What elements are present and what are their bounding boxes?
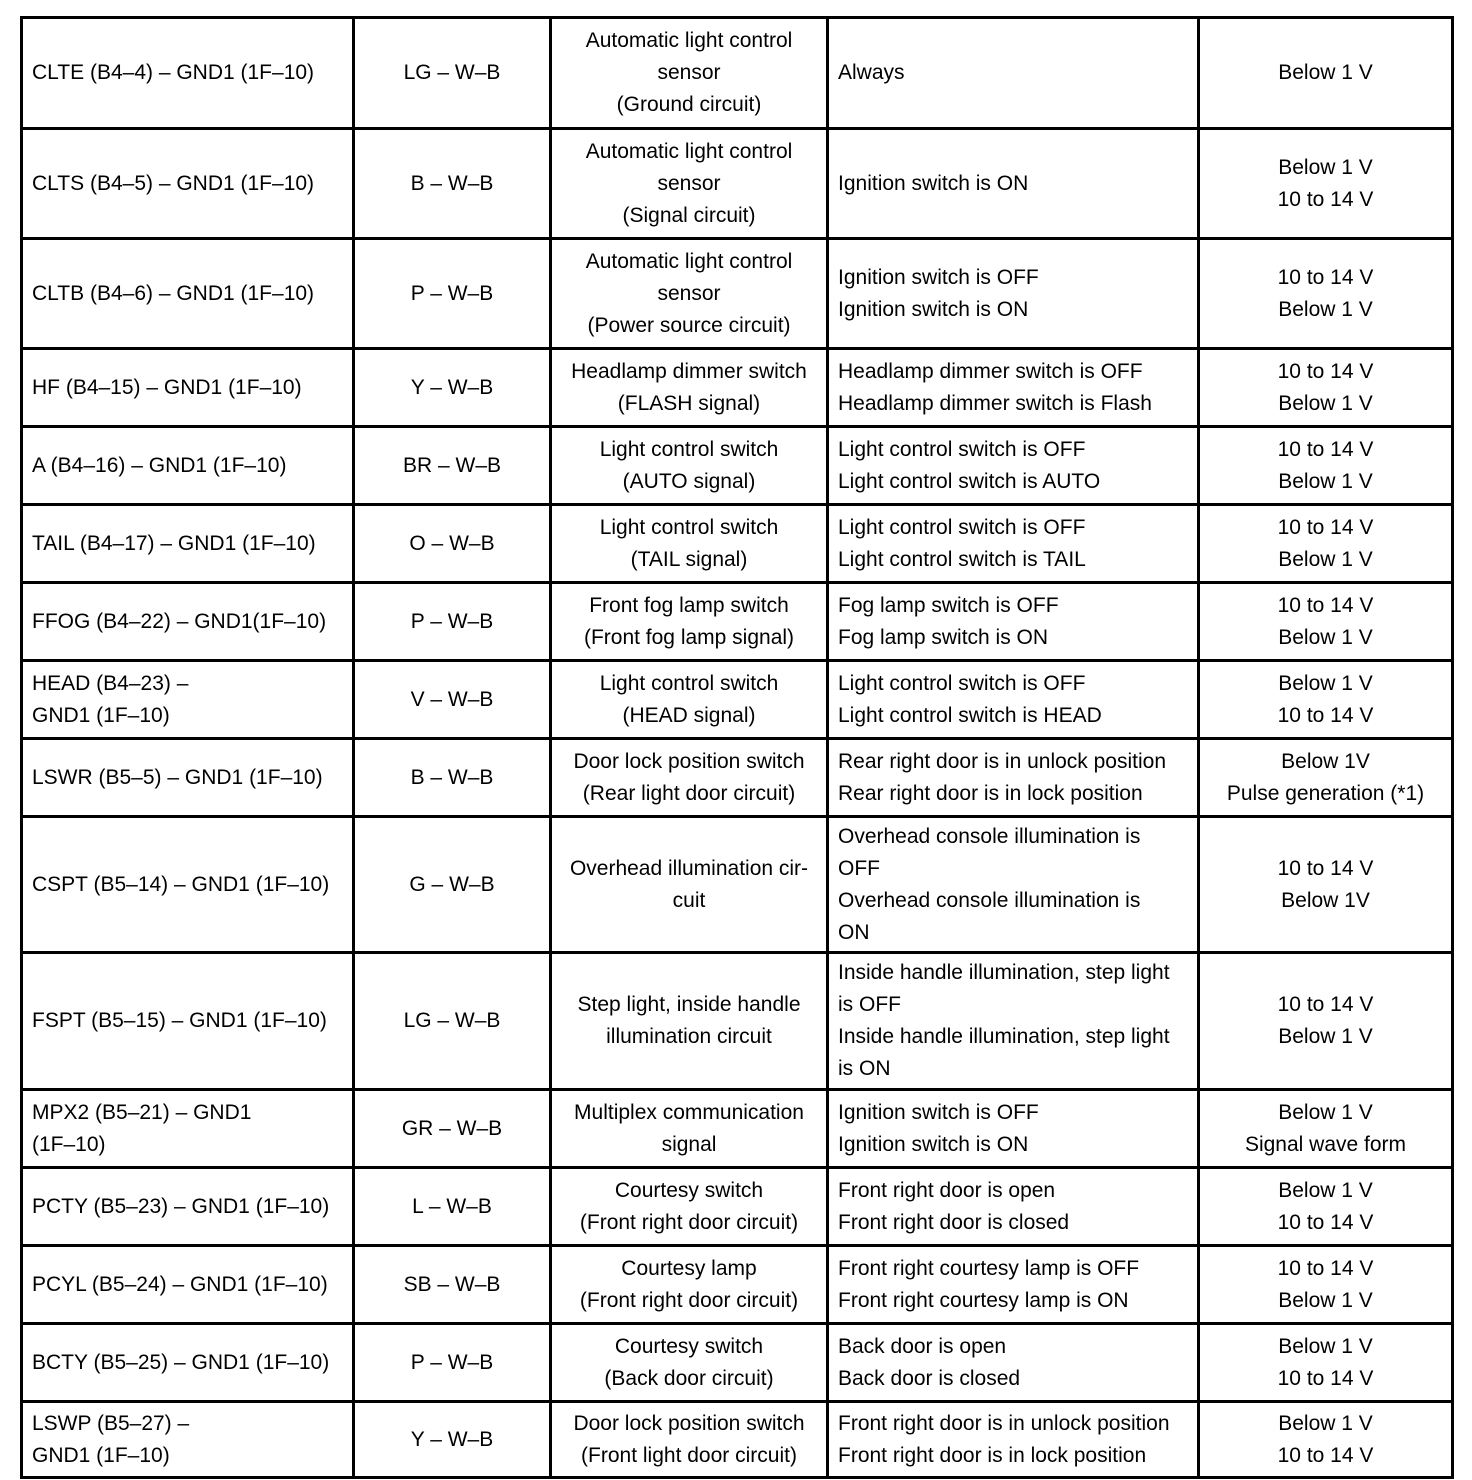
terminal-description-cell-line: sensor — [657, 171, 721, 195]
terminal-description-cell — [551, 1402, 828, 1478]
terminal-cell — [22, 129, 354, 239]
terminal-cell-line: A (B4–16) – GND1 (1F–10) — [32, 453, 287, 477]
terminal-cell — [22, 18, 354, 129]
terminal-cell — [22, 817, 354, 953]
condition-cell-line: ON — [838, 920, 870, 944]
terminal-cell-line: CLTE (B4–4) – GND1 (1F–10) — [32, 61, 315, 84]
specified-condition-cell-line: 10 to 14 V — [1277, 265, 1374, 289]
specified-condition-cell — [1199, 1090, 1453, 1168]
wiring-color-cell — [354, 349, 551, 427]
terminal-description-cell — [551, 239, 828, 349]
wiring-color-cell-text: V – W–B — [410, 687, 494, 711]
condition-cell — [828, 817, 1199, 953]
specified-condition-cell-line: Pulse generation (*1) — [1226, 781, 1425, 805]
specified-condition-cell-line: Below 1 V — [1278, 1288, 1373, 1312]
table-row — [22, 1090, 1453, 1168]
terminal-cell — [22, 427, 354, 505]
wiring-color-cell-text: P – W–B — [410, 281, 494, 305]
terminal-description-cell-line: (AUTO signal) — [622, 469, 756, 493]
condition-cell-line: Front right door is in unlock position — [838, 1411, 1170, 1435]
terminal-cell — [22, 239, 354, 349]
condition-cell — [828, 953, 1199, 1090]
condition-cell-line: Inside handle illumination, step light — [838, 961, 1170, 984]
terminal-cell-line: (1F–10) — [32, 1132, 106, 1156]
terminal-description-cell-line: (TAIL signal) — [630, 547, 748, 571]
condition-cell-line: Overhead console illumination is — [838, 824, 1141, 848]
terminal-description-cell — [551, 1246, 828, 1324]
specified-condition-cell — [1199, 505, 1453, 583]
condition-cell-line: Light control switch is HEAD — [838, 703, 1102, 727]
specified-condition-cell — [1199, 129, 1453, 239]
table-row — [22, 427, 1453, 505]
terminal-description-cell-line: (Ground circuit) — [616, 93, 762, 116]
terminal-description-cell-line: (Back door circuit) — [604, 1366, 774, 1390]
condition-cell-line: Back door is open — [838, 1334, 1007, 1358]
wiring-color-cell — [354, 817, 551, 953]
table-body — [22, 18, 1453, 1478]
table-row — [22, 1168, 1453, 1246]
terminal-description-cell-line: (Front right door circuit) — [579, 1288, 799, 1312]
wiring-color-cell — [354, 1090, 551, 1168]
terminal-description-cell-line: Courtesy switch — [614, 1334, 764, 1358]
terminal-description-cell — [551, 129, 828, 239]
terminal-description-cell-line: (Rear light door circuit) — [582, 781, 796, 805]
terminal-description-cell — [551, 953, 828, 1090]
wiring-color-cell — [354, 1168, 551, 1246]
terminal-cell-line: PCYL (B5–24) – GND1 (1F–10) — [32, 1272, 328, 1296]
specified-condition-cell — [1199, 1402, 1453, 1478]
terminal-cell — [22, 1246, 354, 1324]
wiring-color-cell — [354, 505, 551, 583]
condition-cell-line: Fog lamp switch is OFF — [838, 593, 1059, 617]
wiring-color-cell-text: L – W–B — [412, 1194, 492, 1218]
terminal-description-cell — [551, 18, 828, 129]
condition-cell-line: Ignition switch is OFF — [838, 1100, 1039, 1124]
table-row — [22, 18, 1453, 129]
condition-cell-line: Front right door is in lock position — [838, 1443, 1147, 1467]
wiring-color-cell-text: GR – W–B — [401, 1116, 503, 1140]
specified-condition-cell-line: 10 to 14 V — [1277, 1443, 1374, 1467]
specified-condition-cell — [1199, 817, 1453, 953]
terminal-cell — [22, 1324, 354, 1402]
wiring-color-cell-text: B – W–B — [410, 765, 494, 789]
specified-condition-cell-line: 10 to 14 V — [1277, 359, 1374, 383]
condition-cell-line: Light control switch is OFF — [838, 515, 1086, 539]
specified-condition-cell-line: 10 to 14 V — [1277, 437, 1374, 461]
terminal-cell — [22, 583, 354, 661]
terminal-cell — [22, 661, 354, 739]
condition-cell — [828, 1246, 1199, 1324]
terminal-cell — [22, 953, 354, 1090]
terminal-description-cell-line: Automatic light control — [585, 249, 793, 273]
specified-condition-cell — [1199, 583, 1453, 661]
terminal-description-cell-line: sensor — [657, 61, 721, 84]
terminal-description-cell-line: (Front fog lamp signal) — [583, 625, 795, 649]
specified-condition-cell-line: Below 1 V — [1278, 1025, 1373, 1048]
terminal-cell-line: LSWR (B5–5) – GND1 (1F–10) — [32, 765, 323, 789]
condition-cell-line: Front right door is open — [838, 1178, 1056, 1202]
condition-cell-line: Overhead console illumination is — [838, 888, 1141, 912]
wiring-color-cell — [354, 1324, 551, 1402]
terminal-description-cell-line: Courtesy switch — [614, 1178, 764, 1202]
terminal-description-cell — [551, 427, 828, 505]
condition-cell-line: Front right courtesy lamp is ON — [838, 1288, 1129, 1312]
specified-condition-cell-line: 10 to 14 V — [1277, 703, 1374, 727]
terminal-description-cell-line: illumination circuit — [606, 1025, 772, 1048]
condition-cell — [828, 661, 1199, 739]
terminal-cell-line: BCTY (B5–25) – GND1 (1F–10) — [32, 1350, 330, 1374]
specified-condition-cell-line: 10 to 14 V — [1277, 1256, 1374, 1280]
condition-cell-line: OFF — [838, 856, 880, 880]
condition-cell-line: is ON — [838, 1057, 891, 1080]
condition-cell-line: Fog lamp switch is ON — [838, 625, 1049, 649]
terminal-cell-line: LSWP (B5–27) – — [32, 1411, 190, 1435]
specified-condition-cell-line: Below 1 V — [1278, 391, 1373, 415]
specified-condition-cell — [1199, 1246, 1453, 1324]
table-row — [22, 349, 1453, 427]
terminal-description-cell-line: Light control switch — [599, 671, 779, 695]
terminal-description-cell-line: Courtesy lamp — [621, 1256, 757, 1280]
terminal-cell — [22, 739, 354, 817]
terminal-description-cell-line: Door lock position switch — [573, 749, 805, 773]
wiring-color-cell — [354, 1246, 551, 1324]
specified-condition-cell-line: Below 1 V — [1278, 671, 1373, 695]
condition-cell-line: Ignition switch is OFF — [838, 265, 1039, 289]
condition-cell — [828, 427, 1199, 505]
specified-condition-cell-line: Below 1 V — [1278, 625, 1373, 649]
wiring-color-cell-text: LG – W–B — [403, 1009, 501, 1032]
condition-cell-line: Ignition switch is ON — [838, 171, 1029, 195]
terminal-cell-line: FSPT (B5–15) – GND1 (1F–10) — [32, 1009, 327, 1032]
specified-condition-cell — [1199, 18, 1453, 129]
table-row — [22, 1324, 1453, 1402]
terminal-cell — [22, 1168, 354, 1246]
condition-cell-line: Light control switch is OFF — [838, 437, 1086, 461]
terminal-description-cell-line: Overhead illumination cir- — [569, 856, 809, 880]
condition-cell — [828, 1168, 1199, 1246]
terminal-description-cell-line: Automatic light control — [585, 139, 793, 163]
specified-condition-cell-line: Below 1 V — [1278, 547, 1373, 571]
specified-condition-cell-line: Below 1V — [1281, 749, 1370, 773]
condition-cell-line: Ignition switch is ON — [838, 1132, 1029, 1156]
terminal-cell-line: CLTS (B4–5) – GND1 (1F–10) — [32, 171, 315, 195]
terminal-cell-line: FFOG (B4–22) – GND1(1F–10) — [32, 609, 327, 633]
specified-condition-cell-line: Below 1 V — [1278, 1178, 1373, 1202]
terminal-description-cell — [551, 583, 828, 661]
terminal-cell — [22, 1090, 354, 1168]
table-row — [22, 661, 1453, 739]
table-row — [22, 739, 1453, 817]
specified-condition-cell-line: Below 1 V — [1278, 1334, 1373, 1358]
table-row — [22, 239, 1453, 349]
terminal-description-cell-line: (Power source circuit) — [587, 313, 791, 337]
condition-cell-line: Headlamp dimmer switch is OFF — [838, 359, 1143, 383]
terminal-description-cell-line: Light control switch — [599, 515, 779, 539]
specified-condition-cell-line: 10 to 14 V — [1277, 1210, 1374, 1234]
specified-condition-cell — [1199, 661, 1453, 739]
specified-condition-cell-line: Signal wave form — [1244, 1132, 1407, 1156]
condition-cell — [828, 583, 1199, 661]
terminal-description-cell-line: Multiplex communication — [574, 1100, 804, 1124]
terminal-description-cell — [551, 505, 828, 583]
wiring-color-cell — [354, 427, 551, 505]
specified-condition-cell-line: Below 1 V — [1278, 1100, 1373, 1124]
wiring-color-cell-text: G – W–B — [409, 872, 495, 896]
table-row — [22, 1246, 1453, 1324]
specified-condition-cell-line: 10 to 14 V — [1277, 856, 1374, 880]
terminal-description-cell-line: sensor — [657, 281, 721, 305]
condition-cell-line: Light control switch is OFF — [838, 671, 1086, 695]
terminal-description-cell-line: (Front right door circuit) — [579, 1210, 799, 1234]
wiring-color-cell — [354, 239, 551, 349]
terminal-description-cell-line: (FLASH signal) — [617, 391, 761, 415]
wiring-color-cell-text: P – W–B — [410, 609, 494, 633]
wiring-color-cell-text: Y – W–B — [410, 375, 494, 399]
wiring-color-cell-text: O – W–B — [409, 531, 495, 555]
condition-cell-line: Front right door is closed — [838, 1210, 1070, 1234]
wiring-color-cell-text: B – W–B — [410, 171, 494, 195]
specified-condition-cell — [1199, 239, 1453, 349]
wiring-color-cell-text: P – W–B — [410, 1350, 494, 1374]
terminal-cell-line: GND1 (1F–10) — [32, 703, 170, 727]
wiring-color-cell — [354, 129, 551, 239]
condition-cell-line: is OFF — [838, 993, 901, 1016]
terminal-description-cell-line: cuit — [672, 888, 706, 912]
wiring-color-cell — [354, 739, 551, 817]
specified-condition-cell-line: 10 to 14 V — [1277, 993, 1374, 1016]
specified-condition-cell-line: Below 1 V — [1278, 297, 1373, 321]
condition-cell — [828, 739, 1199, 817]
specified-condition-cell — [1199, 427, 1453, 505]
terminal-description-cell-line: Step light, inside handle — [577, 993, 801, 1016]
wiring-color-cell-text: SB – W–B — [403, 1272, 501, 1296]
terminal-description-cell — [551, 817, 828, 953]
specified-condition-cell — [1199, 953, 1453, 1090]
condition-cell — [828, 1324, 1199, 1402]
condition-cell-line: Inside handle illumination, step light — [838, 1025, 1170, 1048]
terminal-description-cell — [551, 1324, 828, 1402]
terminal-description-cell-line: Door lock position switch — [573, 1411, 805, 1435]
terminal-cell — [22, 505, 354, 583]
table-row — [22, 817, 1453, 953]
terminal-cell-line: PCTY (B5–23) – GND1 (1F–10) — [32, 1194, 330, 1218]
condition-cell-line: Rear right door is in lock position — [838, 781, 1143, 805]
wiring-color-cell-text: BR – W–B — [402, 453, 502, 477]
terminal-description-cell — [551, 739, 828, 817]
condition-cell — [828, 239, 1199, 349]
terminal-description-cell-line: (HEAD signal) — [622, 703, 756, 727]
specified-condition-cell — [1199, 349, 1453, 427]
terminal-description-cell — [551, 349, 828, 427]
terminal-cell-line: HF (B4–15) – GND1 (1F–10) — [32, 375, 302, 399]
table-row — [22, 1402, 1453, 1478]
terminal-description-cell — [551, 661, 828, 739]
condition-cell — [828, 129, 1199, 239]
terminal-cell-line: GND1 (1F–10) — [32, 1443, 170, 1467]
specified-condition-cell — [1199, 1324, 1453, 1402]
condition-cell-line: Rear right door is in unlock position — [838, 749, 1167, 773]
specified-condition-cell-line: 10 to 14 V — [1277, 593, 1374, 617]
terminal-cell-line: TAIL (B4–17) – GND1 (1F–10) — [32, 531, 316, 555]
condition-cell — [828, 1402, 1199, 1478]
table-row — [22, 953, 1453, 1090]
terminal-cell-line: CSPT (B5–14) – GND1 (1F–10) — [32, 872, 330, 896]
condition-cell — [828, 505, 1199, 583]
condition-cell — [828, 18, 1199, 129]
specified-condition-cell-line: Below 1V — [1281, 888, 1370, 912]
terminal-description-cell-line: signal — [661, 1132, 717, 1156]
table-row — [22, 583, 1453, 661]
condition-cell-line: Front right courtesy lamp is OFF — [838, 1256, 1140, 1280]
terminal-description-cell-line: Front fog lamp switch — [589, 593, 789, 617]
condition-cell-line: Ignition switch is ON — [838, 297, 1029, 321]
condition-cell — [828, 1090, 1199, 1168]
terminal-table-container — [20, 16, 1451, 1479]
condition-cell-line: Light control switch is AUTO — [838, 469, 1101, 493]
terminal-cell-line: CLTB (B4–6) – GND1 (1F–10) — [32, 281, 315, 305]
specified-condition-cell-line: 10 to 14 V — [1277, 1366, 1374, 1390]
terminal-cell-line: HEAD (B4–23) – — [32, 671, 189, 695]
terminal-description-cell — [551, 1168, 828, 1246]
table-row — [22, 129, 1453, 239]
wiring-color-cell — [354, 1402, 551, 1478]
wiring-color-cell-text: Y – W–B — [410, 1427, 494, 1451]
specified-condition-cell-line: Below 1 V — [1278, 1411, 1373, 1435]
wiring-color-cell — [354, 18, 551, 129]
terminal-description-cell — [551, 1090, 828, 1168]
specified-condition-cell-line: Below 1 V — [1278, 155, 1373, 179]
specified-condition-cell-line: 10 to 14 V — [1277, 515, 1374, 539]
specified-condition-cell-line: Below 1 V — [1278, 469, 1373, 493]
terminal-inspection-table — [20, 16, 1454, 1479]
table-row — [22, 505, 1453, 583]
wiring-color-cell — [354, 583, 551, 661]
terminal-description-cell-line: Light control switch — [599, 437, 779, 461]
terminal-description-cell-line: (Front light door circuit) — [581, 1443, 797, 1467]
terminal-description-cell-line: Headlamp dimmer switch — [571, 359, 807, 383]
wiring-color-cell — [354, 661, 551, 739]
condition-cell-line: Back door is closed — [838, 1366, 1021, 1390]
condition-cell-line: Always — [838, 61, 905, 84]
wiring-color-cell — [354, 953, 551, 1090]
condition-cell-line: Headlamp dimmer switch is Flash — [838, 391, 1152, 415]
specified-condition-cell — [1199, 1168, 1453, 1246]
wiring-color-cell-text: LG – W–B — [403, 61, 501, 84]
condition-cell-line: Light control switch is TAIL — [838, 547, 1086, 571]
specified-condition-cell-line: Below 1 V — [1278, 61, 1373, 84]
specified-condition-cell — [1199, 739, 1453, 817]
terminal-cell — [22, 1402, 354, 1478]
specified-condition-cell-line: 10 to 14 V — [1277, 187, 1374, 211]
terminal-cell — [22, 349, 354, 427]
terminal-description-cell-line: (Signal circuit) — [622, 203, 756, 227]
terminal-cell-line: MPX2 (B5–21) – GND1 — [32, 1100, 252, 1124]
terminal-description-cell-line: Automatic light control — [585, 29, 793, 52]
condition-cell — [828, 349, 1199, 427]
